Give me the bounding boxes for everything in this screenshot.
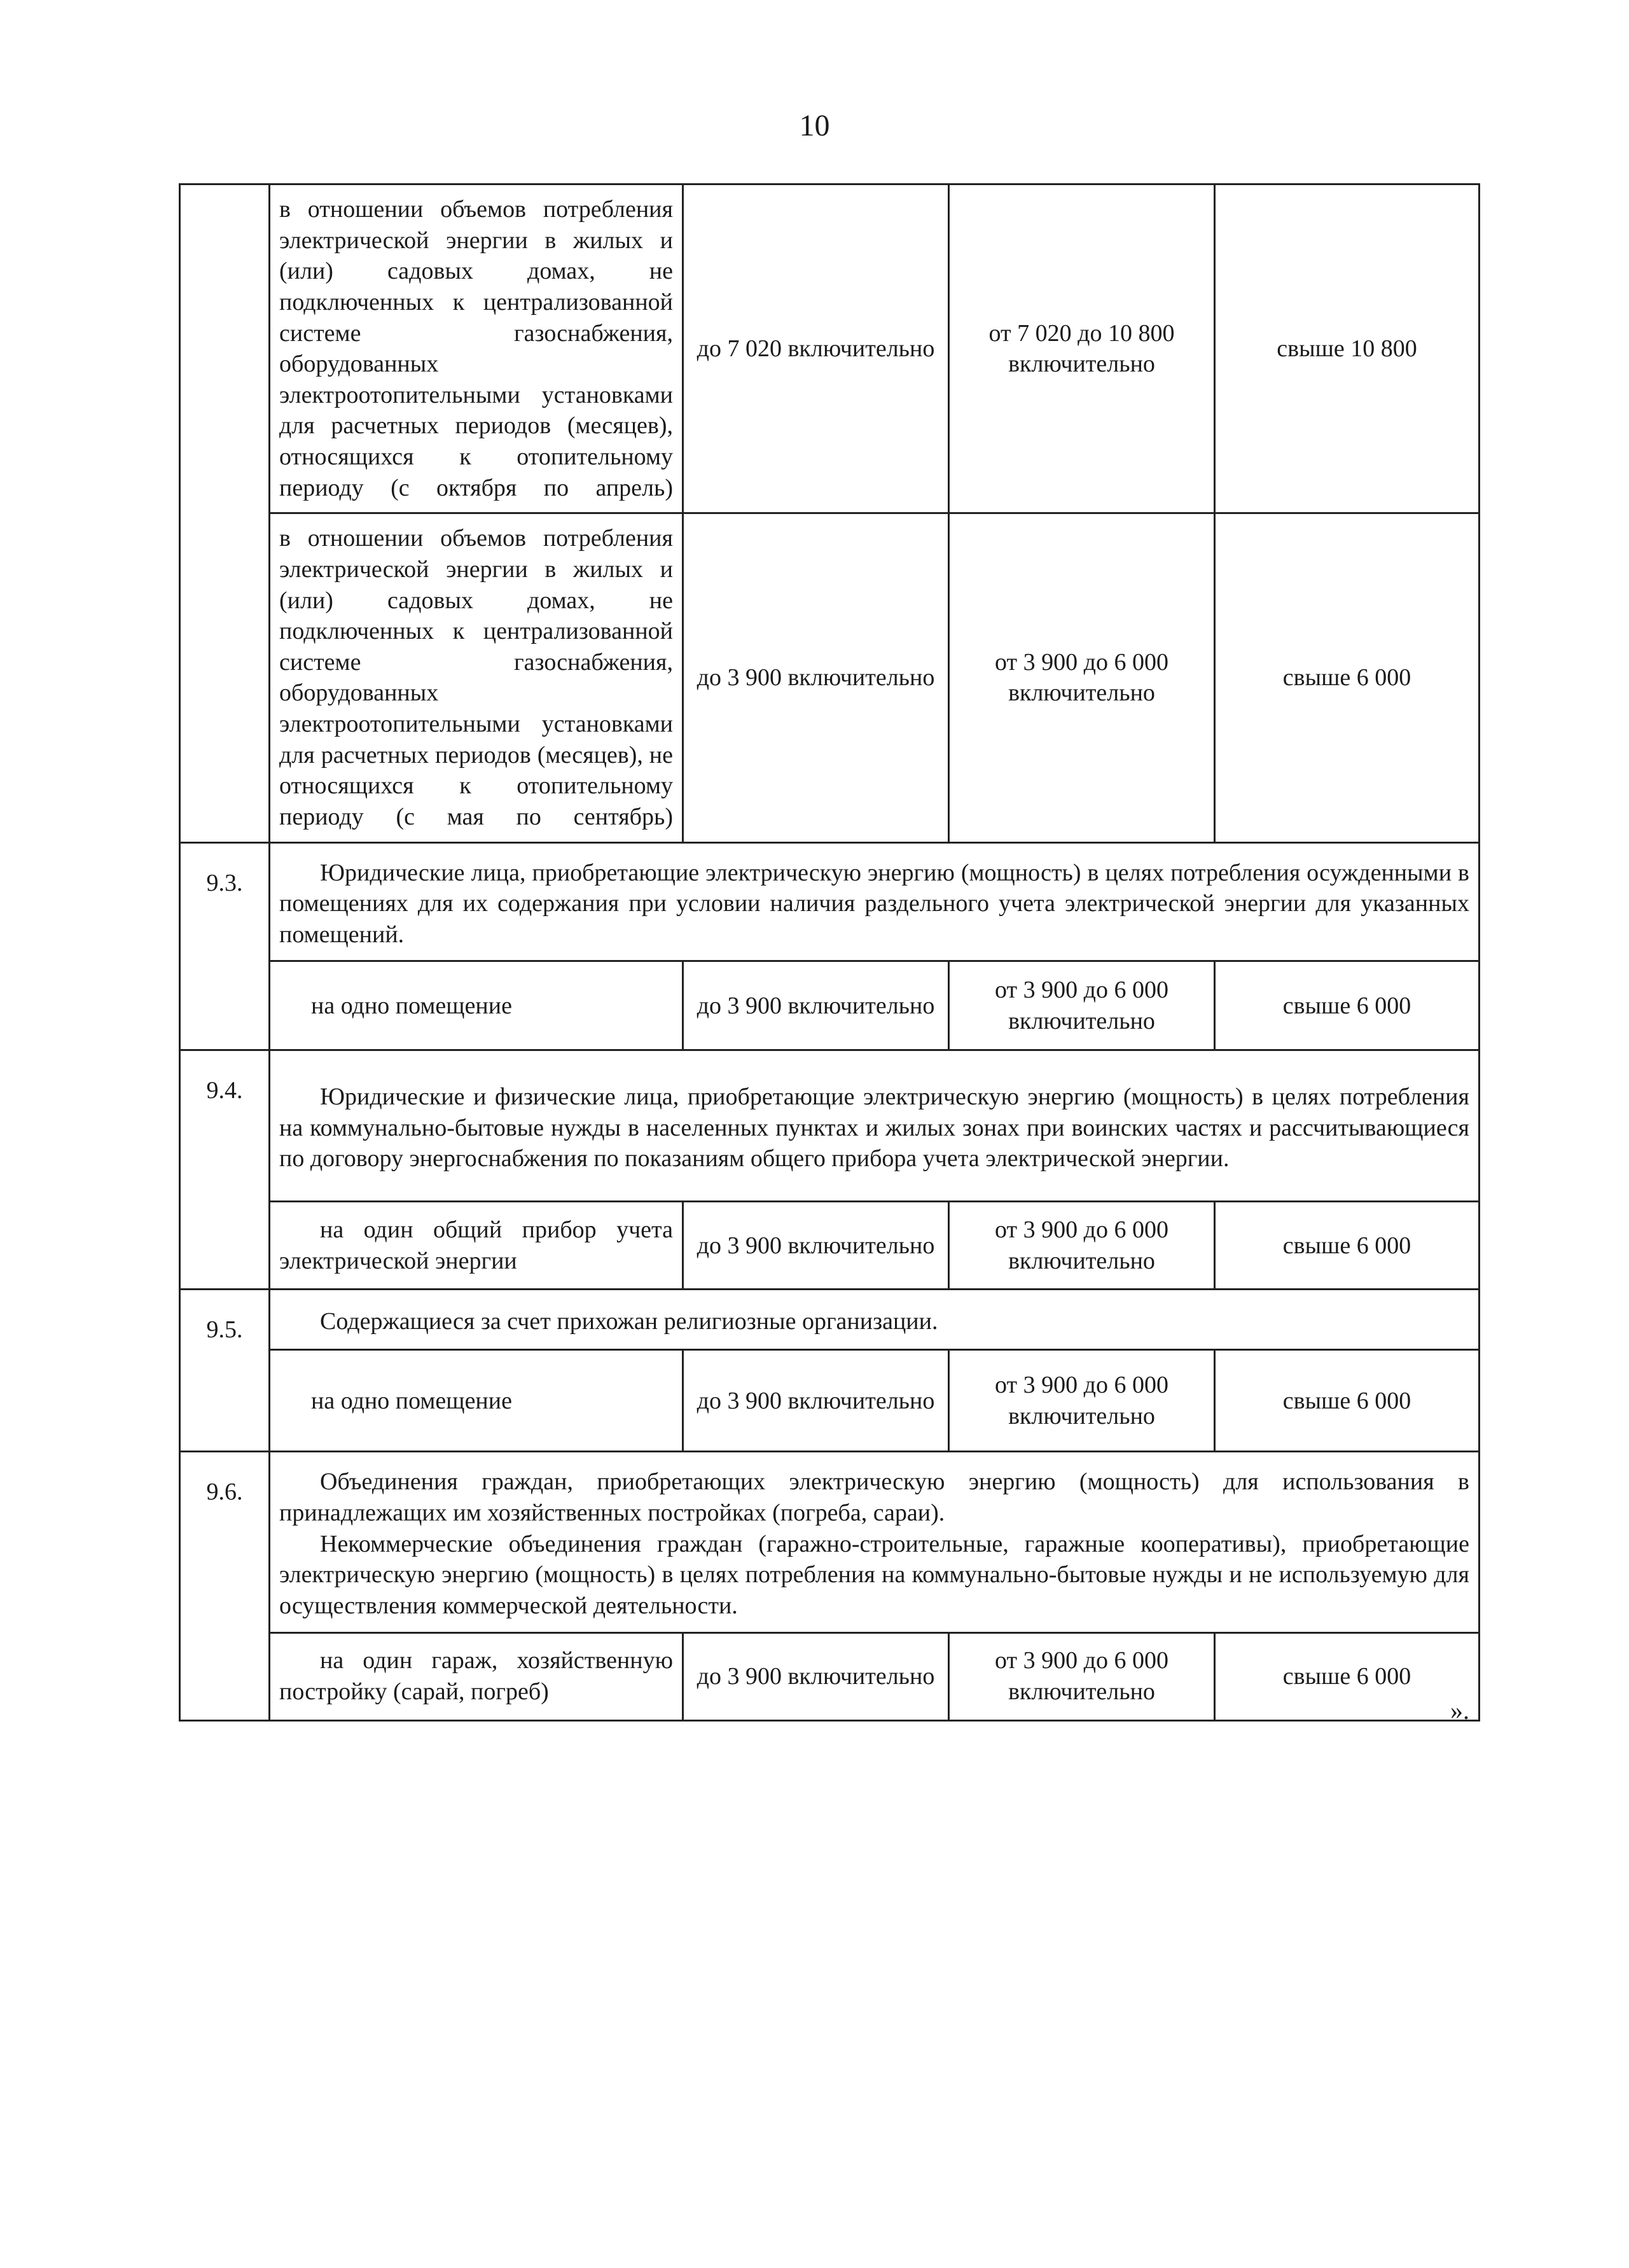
section-number: 9.6.	[180, 1452, 270, 1720]
value-mid-heating: от 7 020 до 10 800 включительно	[949, 184, 1215, 513]
value-high-heating: свыше 10 800	[1215, 184, 1480, 513]
value-low-non-heating: до 3 900 включительно	[683, 513, 949, 842]
section-number: 9.3.	[180, 842, 270, 1050]
section-paragraph: Некоммерческие объединения граждан (гаражно-строительные, гаражные кооперативы), приобретающие электрическую энергию (мощность) в целях потребления на коммунально-бытовые нужды и не используемую для осуществления коммерческой деятельности.	[279, 1530, 1469, 1619]
row-label: на один общий прибор учета электрической энергии	[270, 1202, 683, 1290]
section-text: Содержащиеся за счет прихожан религиозные организации.	[270, 1290, 1480, 1350]
value-high: свыше 6 000	[1215, 1350, 1480, 1452]
section-header-row	[180, 1452, 1480, 1632]
value-high: свыше 6 000	[1215, 1632, 1480, 1720]
value-high: свыше 6 000	[1215, 961, 1480, 1050]
table-row	[180, 513, 1480, 842]
row-description-heating: в отношении объемов потребления электрической энергии в жилых и (или) садовых домах, не подключенных к централизованной системе газоснабжения, оборудованных электроотопительными установками для расчетных периодов (месяцев), относящихся к отопительному периоду (с октября по апрель)	[270, 184, 683, 513]
row-label: на один гараж, хозяйственную постройку (сарай, погреб)	[270, 1632, 683, 1720]
number-cell-empty	[180, 184, 270, 513]
value-low: до 3 900 включительно	[683, 1632, 949, 1720]
value-high: свыше 6 000	[1215, 1202, 1480, 1290]
section-header-row	[180, 1050, 1480, 1202]
section-header-row	[180, 1290, 1480, 1350]
value-mid: от 3 900 до 6 000 включительно	[949, 961, 1215, 1050]
table-row	[180, 1632, 1480, 1720]
section-text-block	[270, 1452, 1480, 1632]
table-row	[180, 184, 1480, 513]
row-label: на одно помещение	[270, 1350, 683, 1452]
tariff-table	[179, 183, 1480, 1722]
section-text: Юридические лица, приобретающие электрическую энергию (мощность) в целях потребления осужденными в помещениях для их содержания при условии наличия раздельного учета электрической энергии для указанных помещений.	[270, 842, 1480, 961]
section-text: Юридические и физические лица, приобретающие электрическую энергию (мощность) в целях потребления на коммунально-бытовые нужды в населенных пунктах и жилых зонах при воинских частях и рассчитывающиеся по договору энергоснабжения по показаниям общего прибора учета электрической энергии.	[270, 1050, 1480, 1202]
value-low: до 3 900 включительно	[683, 1350, 949, 1452]
value-mid: от 3 900 до 6 000 включительно	[949, 1350, 1215, 1452]
section-number: 9.5.	[180, 1290, 270, 1452]
row-description-non-heating: в отношении объемов потребления электрической энергии в жилых и (или) садовых домах, не подключенных к централизованной системе газоснабжения, оборудованных электроотопительными установками для расчетных периодов (месяцев), не относящихся к отопительному периоду (с мая по сентябрь)	[270, 513, 683, 842]
section-paragraph: Объединения граждан, приобретающих электрическую энергию (мощность) для использования в принадлежащих им хозяйственных постройках (погреба, сараи).	[279, 1468, 1469, 1526]
section-number: 9.4.	[180, 1050, 270, 1290]
number-cell-empty	[180, 513, 270, 842]
value-low: до 3 900 включительно	[683, 1202, 949, 1290]
value-mid-non-heating: от 3 900 до 6 000 включительно	[949, 513, 1215, 842]
section-header-row	[180, 842, 1480, 961]
value-mid: от 3 900 до 6 000 включительно	[949, 1632, 1215, 1720]
table-row	[180, 961, 1480, 1050]
table-row	[180, 1350, 1480, 1452]
value-mid: от 3 900 до 6 000 включительно	[949, 1202, 1215, 1290]
table-row	[180, 1202, 1480, 1290]
page-number: 10	[799, 109, 830, 143]
row-label: на одно помещение	[270, 961, 683, 1050]
value-low: до 3 900 включительно	[683, 961, 949, 1050]
closing-quote: ».	[1450, 1696, 1469, 1725]
value-low-heating: до 7 020 включительно	[683, 184, 949, 513]
value-high-non-heating: свыше 6 000	[1215, 513, 1480, 842]
